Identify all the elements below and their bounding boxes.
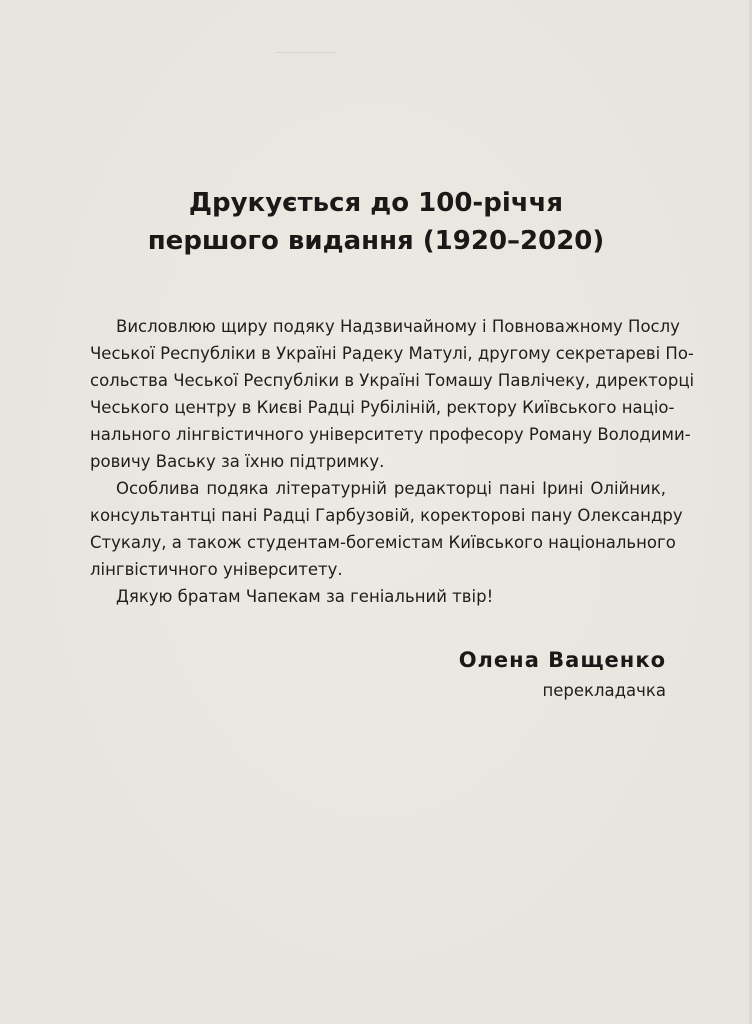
text-line: Висловлюю щиру подяку Надзвичайному і Повноважному Послу — [116, 317, 680, 336]
page-heading — [0, 184, 752, 260]
heading-line-1: Друкується до 100-річчя — [188, 188, 564, 218]
signature-role: перекладачка — [542, 681, 666, 700]
text-line: Дякую братам Чапекам за геніальний твір! — [116, 587, 494, 606]
text-line: консультантці пані Радці Гарбузовій, коректорові пану Олександру — [90, 506, 683, 525]
text-line: Чеського центру в Києві Радці Рубіліній, ректору Київського націо- — [90, 398, 675, 417]
text-line: Особлива подяка літературній редакторці пані Ірині Олійник, — [116, 479, 666, 498]
text-line: сольства Чеської Республіки в Україні Томашу Павлічеку, директорці — [90, 371, 695, 390]
paragraph-3 — [90, 583, 666, 610]
text-line: ровичу Ваську за їхню підтримку. — [90, 452, 385, 471]
paragraph-2 — [90, 475, 683, 583]
acknowledgement-text — [90, 313, 695, 610]
heading-line-2: першого видання (1920–2020) — [147, 226, 605, 256]
text-line: лінгвістичного університету. — [90, 560, 343, 579]
paragraph-1 — [90, 313, 695, 475]
page-top-mark — [276, 52, 336, 53]
signature-name: Олена Ващенко — [458, 648, 666, 672]
text-line: Стукалу, а також студентам-богемістам Київського національного — [90, 533, 676, 552]
text-line: Чеської Республіки в Україні Радеку Матулі, другому секретареві По- — [90, 344, 694, 363]
text-line: нального лінгвістичного університету професору Роману Володими- — [90, 425, 691, 444]
